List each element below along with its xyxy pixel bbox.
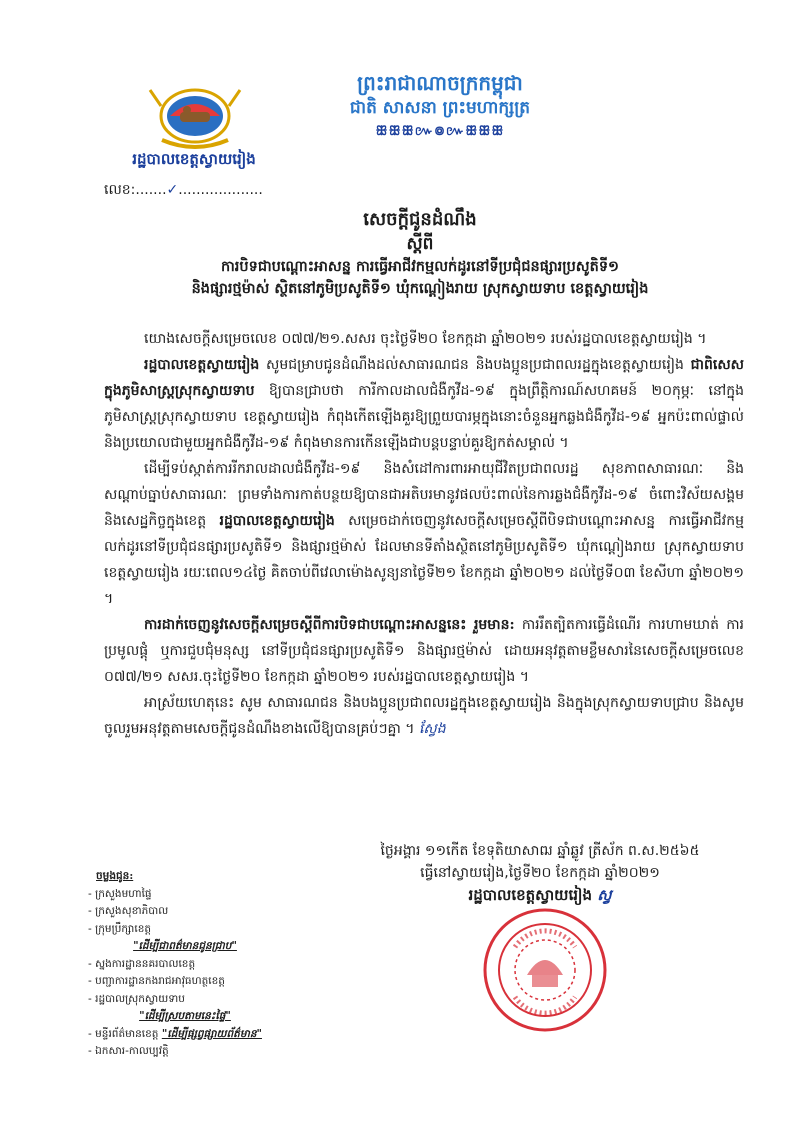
- recipient-name: ក្រសួងមហាផ្ទៃ: [95, 887, 152, 900]
- recipient-item: - ស្នងការដ្ឋាននគរបាលខេត្ត: [88, 957, 196, 970]
- paragraph-decision: [104, 456, 744, 612]
- signatory-title: [360, 884, 720, 906]
- district-bold: ជាពិសេសក្នុងភូមិសាស្ត្រស្រុកស្វាយទាប: [104, 357, 744, 399]
- paragraph-text: ឱ្យបានជ្រាបថា ការីកាលដាលជំងឺកូវីដ-១៩ ក្នុងព្រឹត្តិការណ៍សហគមន៍ ២០កុម្ភៈ នៅក្នុងភូមិសាស្ត្រស្រុកស្វាយទាប ខេត្តស្វាយរៀង កំពុងកើតឡើងគួរឱ្យព្រួយបារម្ភក្នុងនោះចំនួនអ្នកឆ្លងជំងឺកូវីដ-១៩ អ្នកប៉ះពាល់ផ្ទាល់ និងប្រយោលជាមួយអ្នកជំងឺកូវីដ-១៩ កំពុងមានការកើនឡើងជាបន្តបន្ទាប់គួរឱ្យកត់សម្គាល់ ។: [104, 383, 744, 451]
- handwritten-check-mark: ✓: [166, 182, 179, 198]
- recipient-purpose-note: "ដើម្បីផ្សព្វផ្សាយព័ត៌មាន": [161, 1027, 262, 1040]
- notice-title: សេចក្តីជូនដំណឹង: [363, 209, 477, 230]
- reference-number-line: [104, 180, 263, 201]
- coat-of-arms-logo: [140, 70, 250, 150]
- recipient-name: ក្រុមប្រឹក្សាខេត្ត: [95, 922, 152, 935]
- recipient-name: ស្នងការដ្ឋាននគរបាលខេត្ត: [95, 957, 196, 970]
- paragraph-announcement: [104, 352, 744, 456]
- notice-body: [104, 326, 744, 742]
- recipient-purpose-note: "ដើម្បីស្របតាមនេះផ្ទៃ": [139, 1010, 231, 1022]
- recipient-name: ក្រសួងសុខាភិបាល: [95, 905, 169, 917]
- national-motto: ជាតិ សាសនា ព្រះមហាក្សត្រ: [349, 98, 531, 118]
- recipient-name: មន្ទីរព័ត៌មានខេត្ត: [95, 1027, 159, 1040]
- recipient-item: - ឯកសារ-កាលប្បវត្តិ: [88, 1045, 169, 1057]
- official-seal-stamp: [480, 905, 610, 1035]
- recipient-item: - មន្ទីរព័ត៌មានខេត្ត "ដើម្បីផ្សព្វផ្សាយព័ត៌មាន": [88, 1027, 262, 1040]
- recipient-item: - ក្រុមប្រឹក្សាខេត្ត: [88, 922, 152, 935]
- signatory-agency: រដ្ឋបាលខេត្តស្វាយរៀង: [468, 886, 592, 904]
- paragraph-text: សម្រេចដាក់ចេញនូវសេចក្តីសម្រេចស្តីពីបិទជាបណ្តោះអាសន្ន ការធ្វើអាជីវកម្មលក់ដូរនៅទីប្រជុំជនផ្សារប្រសូតិទី១ និងផ្សារថ្មម៉ាស់ ដែលមានទីតាំងស្ថិតនៅភូមិប្រសូតិទី១ ឃុំកណ្តៀងរាយ ស្រុកស្វាយទាប ខេត្តស្វាយរៀង រយៈពេល១៤ថ្ងៃ គិតចាប់ពីវេលាម៉ោងសូន្យនាថ្ងៃទី២១ ខែកក្កដា ឆ្នាំ២០២១ ដល់ថ្ងៃទី០៣ ខែសីហា ឆ្នាំ២០២១ ។: [104, 513, 745, 607]
- recipients-heading: ចម្លងជូន:: [96, 870, 134, 882]
- notice-title-block: [100, 208, 740, 300]
- recipient-name: ឯកសារ-កាលប្បវត្តិ: [95, 1045, 169, 1057]
- recipient-purpose-note: "ដើម្បីជាពត៌មានជូនជ្រាប": [133, 940, 237, 952]
- notice-about-label: ស្តីពី: [406, 234, 434, 254]
- paragraph-text: អាស្រ័យហេតុនេះ សូម សាធារណជន និងបងប្អូនប្រជាពលរដ្ឋក្នុងខេត្តស្វាយរៀង និងក្នុងស្រុកស្វាយទាបជ្រាប និងសូមចូលរួមអនុវត្តតាមសេចក្តីជូនដំណឹងខាងលើឱ្យបានគ្រប់ៗគ្នា ។: [104, 695, 744, 737]
- lunar-date: ថ្ងៃអង្គារ ១១កើត ខែទុតិយាសាឍ ឆ្នាំឆ្លូវ ត្រីស័ក ព.ស.២៥៦៥: [380, 843, 700, 859]
- paragraph-closing: [104, 690, 744, 742]
- date-signature-block: [360, 840, 720, 906]
- paragraph-measures: [104, 612, 744, 690]
- agency-bold: រដ្ឋបាលខេត្តស្វាយរៀង: [219, 513, 335, 529]
- measures-bold: ការដាក់ចេញនូវសេចក្តីសម្រេចស្តីពីការបិទជាបណ្តោះអាសន្ននេះ រួមមាន:: [144, 617, 515, 633]
- kingdom-title: ព្រះរាជាណាចក្រកម្ពុជា: [357, 71, 523, 95]
- recipient-item: - បញ្ជាការដ្ឋានកងរាជអាវុធហត្ថខេត្ត: [88, 975, 225, 987]
- recipient-item: - ក្រសួងសុខាភិបាល: [88, 905, 169, 917]
- issuing-agency-name: រដ្ឋបាលខេត្តស្វាយរៀង: [132, 150, 256, 168]
- national-header: [280, 70, 600, 142]
- recipient-name: រដ្ឋបាលស្រុកស្វាយទាប: [95, 992, 185, 1005]
- reference-label: លេខ:.......: [104, 182, 167, 198]
- signature-initial: ស្វ: [597, 886, 612, 904]
- copy-recipients-list: [80, 868, 320, 1061]
- recipient-item: - ក្រសួងមហាផ្ទៃ: [88, 887, 152, 900]
- ornament-divider: ꕥꕥꕥ៚៙៚ꕥꕥꕥ: [375, 124, 505, 139]
- solar-date: ធ្វើនៅស្វាយរៀង,ថ្ងៃទី២០ ខែកក្កដា ឆ្នាំ២០២១: [420, 865, 660, 881]
- reference-dots: ...................: [178, 182, 263, 198]
- recipient-item: - រដ្ឋបាលស្រុកស្វាយទាប: [88, 992, 185, 1005]
- handwritten-initial: ស្វែង: [418, 721, 446, 737]
- paragraph-reference: យោងសេចក្តីសម្រេចលេខ ០៧៧/២១.សសរ ចុះថ្ងៃទី២០ ខែកក្កដា ឆ្នាំ២០២១ របស់រដ្ឋបាលខេត្តស្វាយរៀង ។: [144, 331, 707, 347]
- paragraph-text: ដើម្បីទប់ស្កាត់ការរីករាលដាលជំងឺកូវីដ-១៩ និងសំដៅការពារអាយុជីវិតប្រជាពលរដ្ឋ សុខភាពសាធារណៈ និងសណ្តាប់ធ្នាប់សាធារណៈ ព្រមទាំងការកាត់បន្ថយឱ្យបានជាអតិបរមានូវផលប៉ះពាល់នៃការឆ្លងជំងឺកូវីដ-១៩ ចំពោះវិស័យសង្គម និងសេដ្ឋកិច្ចក្នុងខេត្ត: [104, 461, 744, 529]
- paragraph-text: សូមជម្រាបជូនដំណឹងដល់សាធារណជន និងបងប្អូនប្រជាពលរដ្ឋក្នុងខេត្តស្វាយរៀង: [259, 357, 691, 373]
- agency-bold: រដ្ឋបាលខេត្តស្វាយរៀង: [144, 357, 260, 373]
- notice-subject-line-1: ការបិទជាបណ្តោះអាសន្ន ការធ្វើអាជីវកម្មលក់ដូរនៅទីប្រជុំជនផ្សារប្រសូតិទី១: [221, 258, 619, 275]
- notice-subject-line-2: និងផ្សារថ្មម៉ាស់ ស្ថិតនៅភូមិប្រសូតិទី១ ឃុំកណ្តៀងរាយ ស្រុកស្វាយទាប ខេត្តស្វាយរៀង: [191, 280, 649, 297]
- paragraph-text: ការរឹតត្បិតការធ្វើដំណើរ ការហាមឃាត់ ការប្រមូលផ្តុំ ឬការជួបជុំមនុស្ស នៅទីប្រជុំជនផ្សារប្រសូតិទី១ និងផ្សារថ្មម៉ាស់ ដោយអនុវត្តតាមខ្លឹមសារនៃសេចក្តីសម្រេចលេខ ០៧៧/២១ សសរ.ចុះថ្ងៃទី២០ ខែកក្កដា ឆ្នាំ២០២១ របស់រដ្ឋបាលខេត្តស្វាយរៀង ។: [104, 617, 744, 685]
- recipient-name: បញ្ជាការដ្ឋានកងរាជអាវុធហត្ថខេត្ត: [95, 975, 225, 987]
